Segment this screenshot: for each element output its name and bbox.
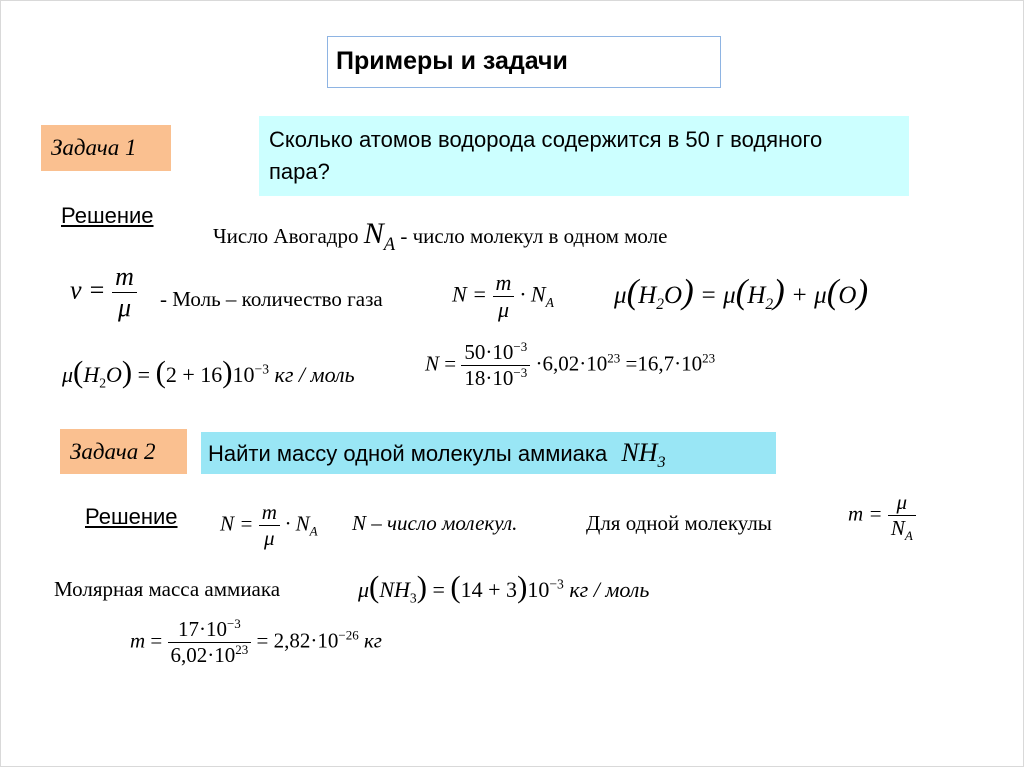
task1-result: N = $\frac{50\cdot 10^{-3}}{18\cdot 10^{-3}}$ $\cdot 6,02\cdot 10^{23} =16,7\cdot 10^{23}$ (425, 339, 716, 390)
slide-title: Примеры и задачи (336, 47, 568, 75)
mole-desc: Моль – количество газа (172, 287, 383, 311)
avogadro-text: Число Авогадро (213, 224, 359, 248)
formula-molar-sum: $\mu(H_2O) = \mu(H_2) + \mu(O)$ (614, 272, 869, 313)
task2-solution-label: Решение (85, 504, 178, 529)
avogadro-desc: - число молекул в одном моле (400, 224, 668, 248)
formula-nu: ν = $\frac{m}{\mu}$ (70, 262, 137, 323)
na-symbol: $N_A$ (363, 217, 396, 255)
task1-question: Сколько атомов водорода содержится в 50 г водяного пара? (269, 127, 823, 184)
task2-question-line (208, 437, 666, 470)
formula-nh3-value: $\mu(NH_3) = (14 + 3)10^{-3}$ кг / моль (358, 570, 650, 606)
formula-m-single: m = $\frac{\mu}{N_A}$ (848, 490, 916, 541)
mole-desc-line: - Моль – количество газа (160, 287, 383, 311)
n-desc: N – число молекул. (352, 511, 518, 535)
molar-mass-label: Молярная масса аммиака (54, 577, 281, 601)
task2-question: Найти массу одной молекулы аммиака (208, 441, 608, 466)
task2-result: m = $\frac{17\cdot 10^{-3}}{6,02\cdot 10^{23}}$ = $2,82\cdot 10^{-26}$ кг (130, 616, 383, 667)
formula-n: N = $\frac{m}{\mu}$ · $N_A$ (452, 270, 554, 322)
task2-label: Задача 2 (60, 429, 187, 474)
nh3-symbol: $NH_3$ (621, 438, 666, 472)
formula-n-2: N = $\frac{m}{\mu}$ · $N_A$ (220, 500, 318, 550)
task1-label: Задача 1 (41, 125, 171, 171)
avogadro-line (213, 217, 668, 255)
task1-solution-label: Решение (61, 203, 154, 228)
one-molecule-text: Для одной молекулы (586, 511, 772, 535)
formula-h2o-value: $\mu(H_2O) = (2 + 16)10^{-3}$ кг / моль (62, 355, 355, 391)
